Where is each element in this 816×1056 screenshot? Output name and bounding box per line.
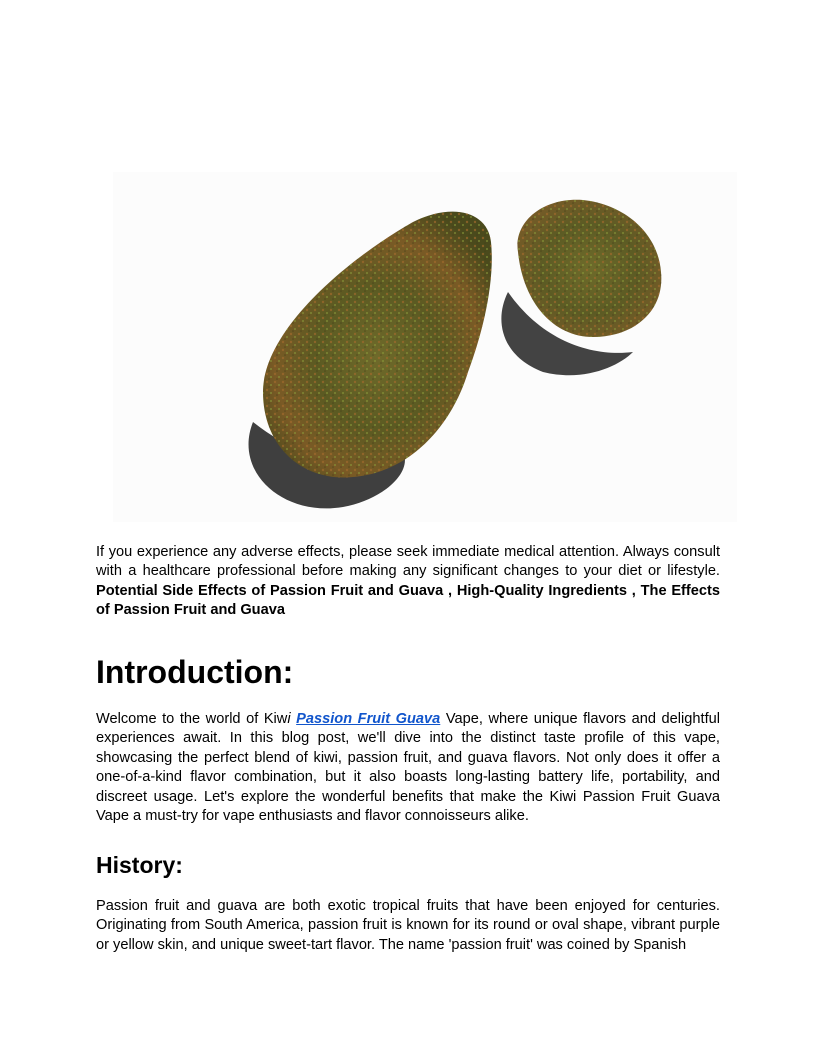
history-paragraph-block [96, 897, 720, 955]
history-paragraph: Passion fruit and guava are both exotic tropical fruits that have been enjoyed for centuries. Originating from South America, passion fruit is known for its round or oval shape, vibrant purple or yellow skin, and unique sweet-tart flavor. The name 'passion fruit' was coined by Spanish [96, 898, 720, 953]
passion-fruit-guava-link[interactable]: Passion Fruit Guava [296, 711, 441, 727]
intro-bold-text: Potential Side Effects of Passion Fruit and Guava , High-Quality Ingredients , The Effects of Passion Fruit and Guava [96, 582, 720, 619]
welcome-paragraph-block [96, 710, 720, 826]
intro-paragraph [96, 543, 720, 621]
welcome-text-end: Vape, where unique flavors and delightful experiences await. In this blog post, we'll dive into the distinct taste profile of this vape, showcasing the perfect blend of kiwi, passion fruit, and guava flavors. Not only does it offer a one-of-a-kind flavor combination, but it also boasts long-lasting battery life, portability, and discreet usage. Let's explore the wonderful benefits that make the Kiwi Passion Fruit Guava Vape a must-try for vape enthusiasts and flavor connoisseurs alike. [96, 711, 720, 825]
introduction-heading: Introduction: [96, 654, 294, 690]
welcome-italic-char: i [287, 711, 291, 727]
cannabis-buds-photo-icon [113, 172, 737, 522]
hero-image [113, 172, 737, 522]
welcome-paragraph [96, 710, 720, 826]
intro-paragraph-block [96, 543, 720, 621]
welcome-text-start: Welcome to the world of Kiw [96, 711, 288, 727]
history-heading: History: [96, 852, 183, 878]
intro-text: If you experience any adverse effects, please seek immediate medical attention. Always consult with a healthcare professional before making any significant changes to your diet or lifestyle. [96, 544, 720, 580]
